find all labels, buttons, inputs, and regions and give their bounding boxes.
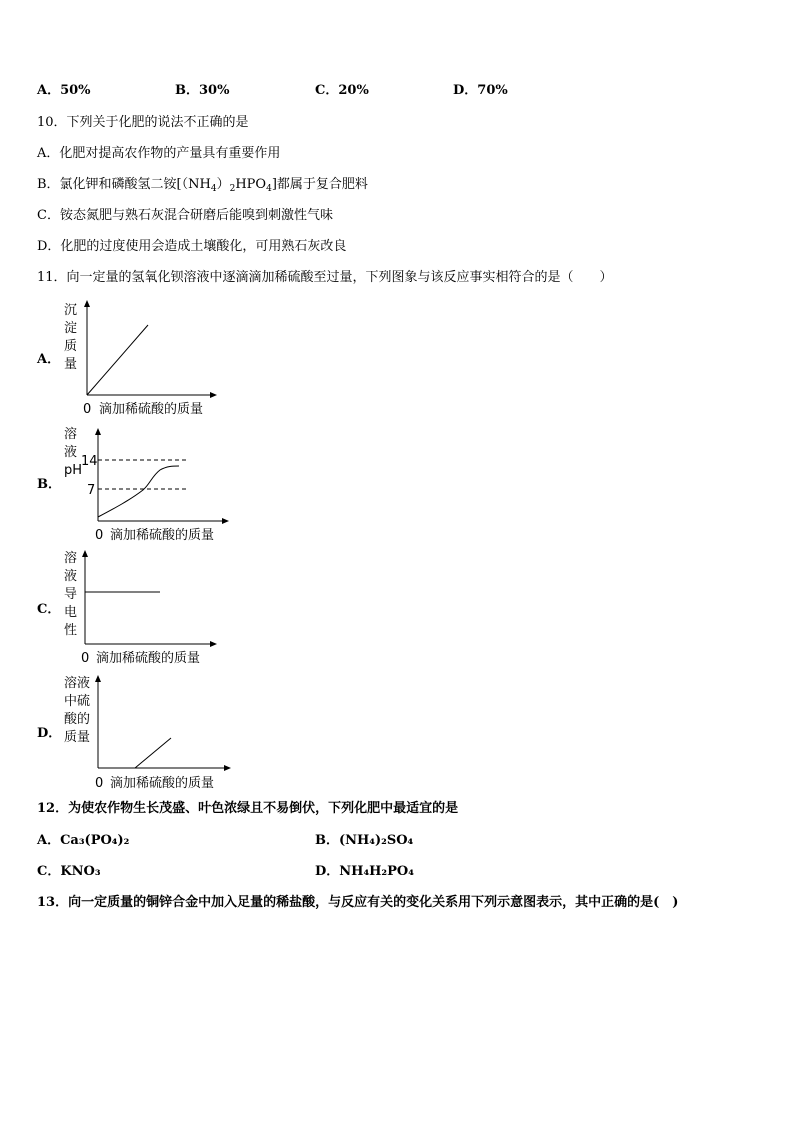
- graph-b-ylabel-char: 溶: [64, 427, 78, 442]
- graph-d-curve: [135, 738, 171, 768]
- x-axis-arrow-icon: [224, 765, 231, 771]
- graph-a-curve: [87, 325, 148, 395]
- graph-c-xlabel: 滴加稀硫酸的质量: [96, 651, 201, 666]
- q12-option-a: A．Ca₃(PO₄)₂: [37, 833, 130, 848]
- y-axis-arrow-icon: [84, 300, 90, 307]
- q10-option-a: A．化肥对提高农作物的产量具有重要作用: [37, 146, 281, 161]
- graph-d-ylabel-line: 中硫: [64, 694, 91, 709]
- q11-stem: 11．向一定量的氢氧化钡溶液中逐滴滴加稀硫酸至过量，下列图象与该反应事实相符合的是（ ）: [37, 270, 613, 285]
- q9-option-c: C．20%: [315, 83, 369, 98]
- graph-d-ylabel-line: 质量: [64, 730, 91, 745]
- y-axis-arrow-icon: [82, 550, 88, 557]
- x-axis-arrow-icon: [210, 392, 217, 398]
- q12-option-c: C．KNO₃: [37, 864, 101, 879]
- q13-stem: 13．向一定质量的铜锌合金中加入足量的稀盐酸，与反应有关的变化关系用下列示意图表示，其中正确的是( ): [37, 895, 679, 910]
- graph-a: [55, 298, 235, 418]
- q10-stem: 10．下列关于化肥的说法不正确的是: [37, 115, 249, 130]
- graph-c-ylabel-char: 性: [64, 623, 78, 638]
- y-axis-arrow-icon: [95, 675, 101, 682]
- graph-a-ylabel: [64, 303, 77, 372]
- graph-a-origin: 0: [83, 402, 92, 417]
- q12-option-d: D．NH₄H₂PO₄: [315, 864, 414, 879]
- graph-d-xlabel: 滴加稀硫酸的质量: [110, 776, 215, 791]
- graph-c-ylabel-char: 溶: [64, 551, 78, 566]
- graph-a-label: A．: [37, 352, 61, 367]
- graph-d-ylabel: [64, 675, 90, 745]
- graph-a-ylabel-char: 质: [64, 339, 78, 354]
- q10-option-c: C．铵态氮肥与熟石灰混合研磨后能嗅到刺激性气味: [37, 208, 333, 223]
- q10-option-d: D．化肥的过度使用会造成土壤酸化，可用熟石灰改良: [37, 239, 347, 254]
- x-axis-arrow-icon: [222, 518, 229, 524]
- q9-option-d: D．70%: [453, 83, 508, 98]
- q9-option-a: A．50%: [37, 83, 91, 98]
- q10-option-b: B．氯化钾和磷酸氢二铵$[(NH_4)_2HPO_4]$都属于复合肥料: [37, 177, 368, 194]
- graph-c-ylabel-char: 液: [64, 569, 78, 584]
- graph-b: [55, 424, 245, 546]
- y-axis-arrow-icon: [95, 428, 101, 435]
- graph-b-xlabel: 滴加稀硫酸的质量: [110, 528, 215, 543]
- graph-c-ylabel-char: 导: [64, 587, 78, 602]
- graph-b-ylabel-char: pH: [64, 463, 83, 478]
- graph-a-ylabel-char: 量: [64, 357, 78, 372]
- tick-14: 14: [81, 454, 98, 469]
- graph-b-ylabel: [64, 426, 82, 478]
- graph-d-origin: 0: [95, 776, 104, 791]
- graph-a-ylabel-char: 淀: [64, 321, 78, 336]
- graph-c-ylabel-char: 电: [64, 605, 78, 620]
- graph-d-label: D．: [37, 726, 62, 741]
- graph-d-ylabel-line: 溶液: [64, 676, 91, 691]
- graph-c-origin: 0: [81, 651, 90, 666]
- q12-stem: 12．为使农作物生长茂盛、叶色浓绿且不易倒伏，下列化肥中最适宜的是: [37, 801, 459, 816]
- q12-option-b: B．(NH₄)₂SO₄: [315, 833, 414, 848]
- graph-c-ylabel: [64, 550, 77, 638]
- graph-c-label: C．: [37, 602, 61, 617]
- graph-a-xlabel: 滴加稀硫酸的质量: [99, 402, 204, 417]
- graph-b-ylabel-char: 液: [64, 445, 78, 460]
- graph-c: [55, 546, 245, 668]
- graph-d: [55, 671, 255, 793]
- graph-b-origin: 0: [95, 528, 104, 543]
- q9-option-b: B．30%: [175, 83, 230, 98]
- graph-b-label: B．: [37, 477, 61, 492]
- graph-a-ylabel-char: 沉: [64, 303, 78, 318]
- graph-b-curve: [98, 466, 179, 517]
- tick-7: 7: [87, 483, 96, 498]
- graph-d-ylabel-line: 酸的: [64, 712, 91, 727]
- x-axis-arrow-icon: [210, 641, 217, 647]
